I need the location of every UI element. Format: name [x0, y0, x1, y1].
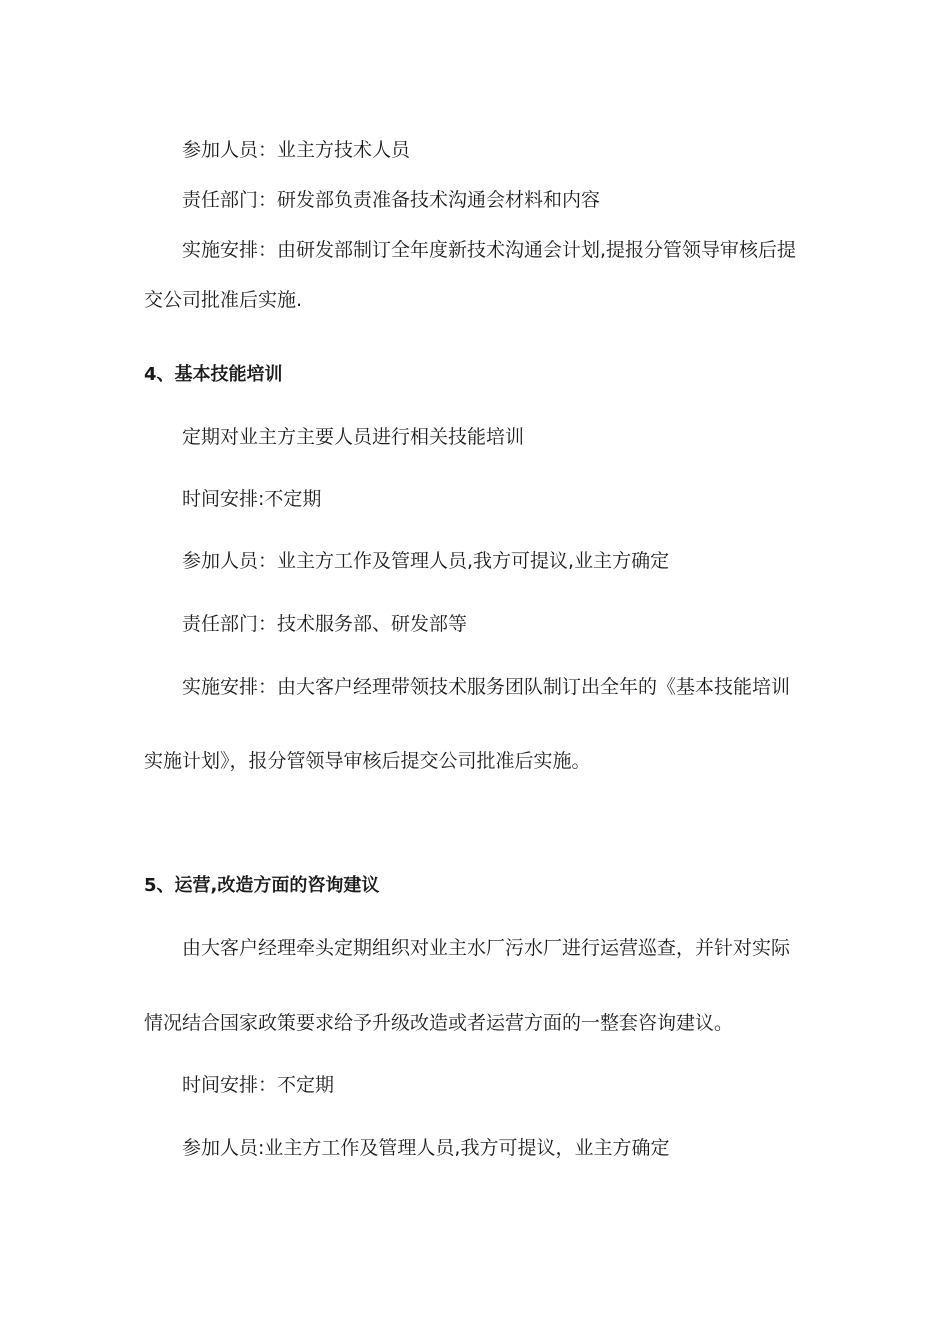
implementation-line: 实施安排：由研发部制订全年度新技术沟通会计划,提报分管领导审核后提 [182, 239, 797, 261]
department-line: 责任部门：研发部负责准备技术沟通会材料和内容 [182, 189, 601, 211]
implementation-line-continued: 交公司批准后实施. [144, 289, 303, 311]
department-line: 责任部门：技术服务部、研发部等 [182, 613, 468, 635]
time-line: 时间安排：不定期 [182, 1074, 335, 1096]
paragraph-intro: 由大客户经理牵头定期组织对业主水厂污水厂进行运营巡查，并针对实际 [182, 937, 791, 959]
time-line: 时间安排:不定期 [182, 488, 322, 510]
section-heading: 5、运营,改造方面的咨询建议 [144, 875, 380, 896]
participants-line: 参加人员：业主方技术人员 [182, 139, 411, 161]
participants-line: 参加人员：业主方工作及管理人员,我方可提议,业主方确定 [182, 550, 670, 572]
section-heading: 4、基本技能培训 [144, 364, 283, 385]
implementation-line: 实施安排：由大客户经理带领技术服务团队制订出全年的《基本技能培训 [182, 676, 791, 698]
participants-line: 参加人员:业主方工作及管理人员,我方可提议，业主方确定 [182, 1137, 670, 1159]
paragraph-intro-continued: 情况结合国家政策要求给予升级改造或者运营方面的一整套咨询建议。 [144, 1012, 734, 1034]
paragraph-intro: 定期对业主方主要人员进行相关技能培训 [182, 426, 525, 448]
implementation-line-continued: 实施计划》，报分管领导审核后提交公司批准后实施。 [144, 750, 591, 772]
